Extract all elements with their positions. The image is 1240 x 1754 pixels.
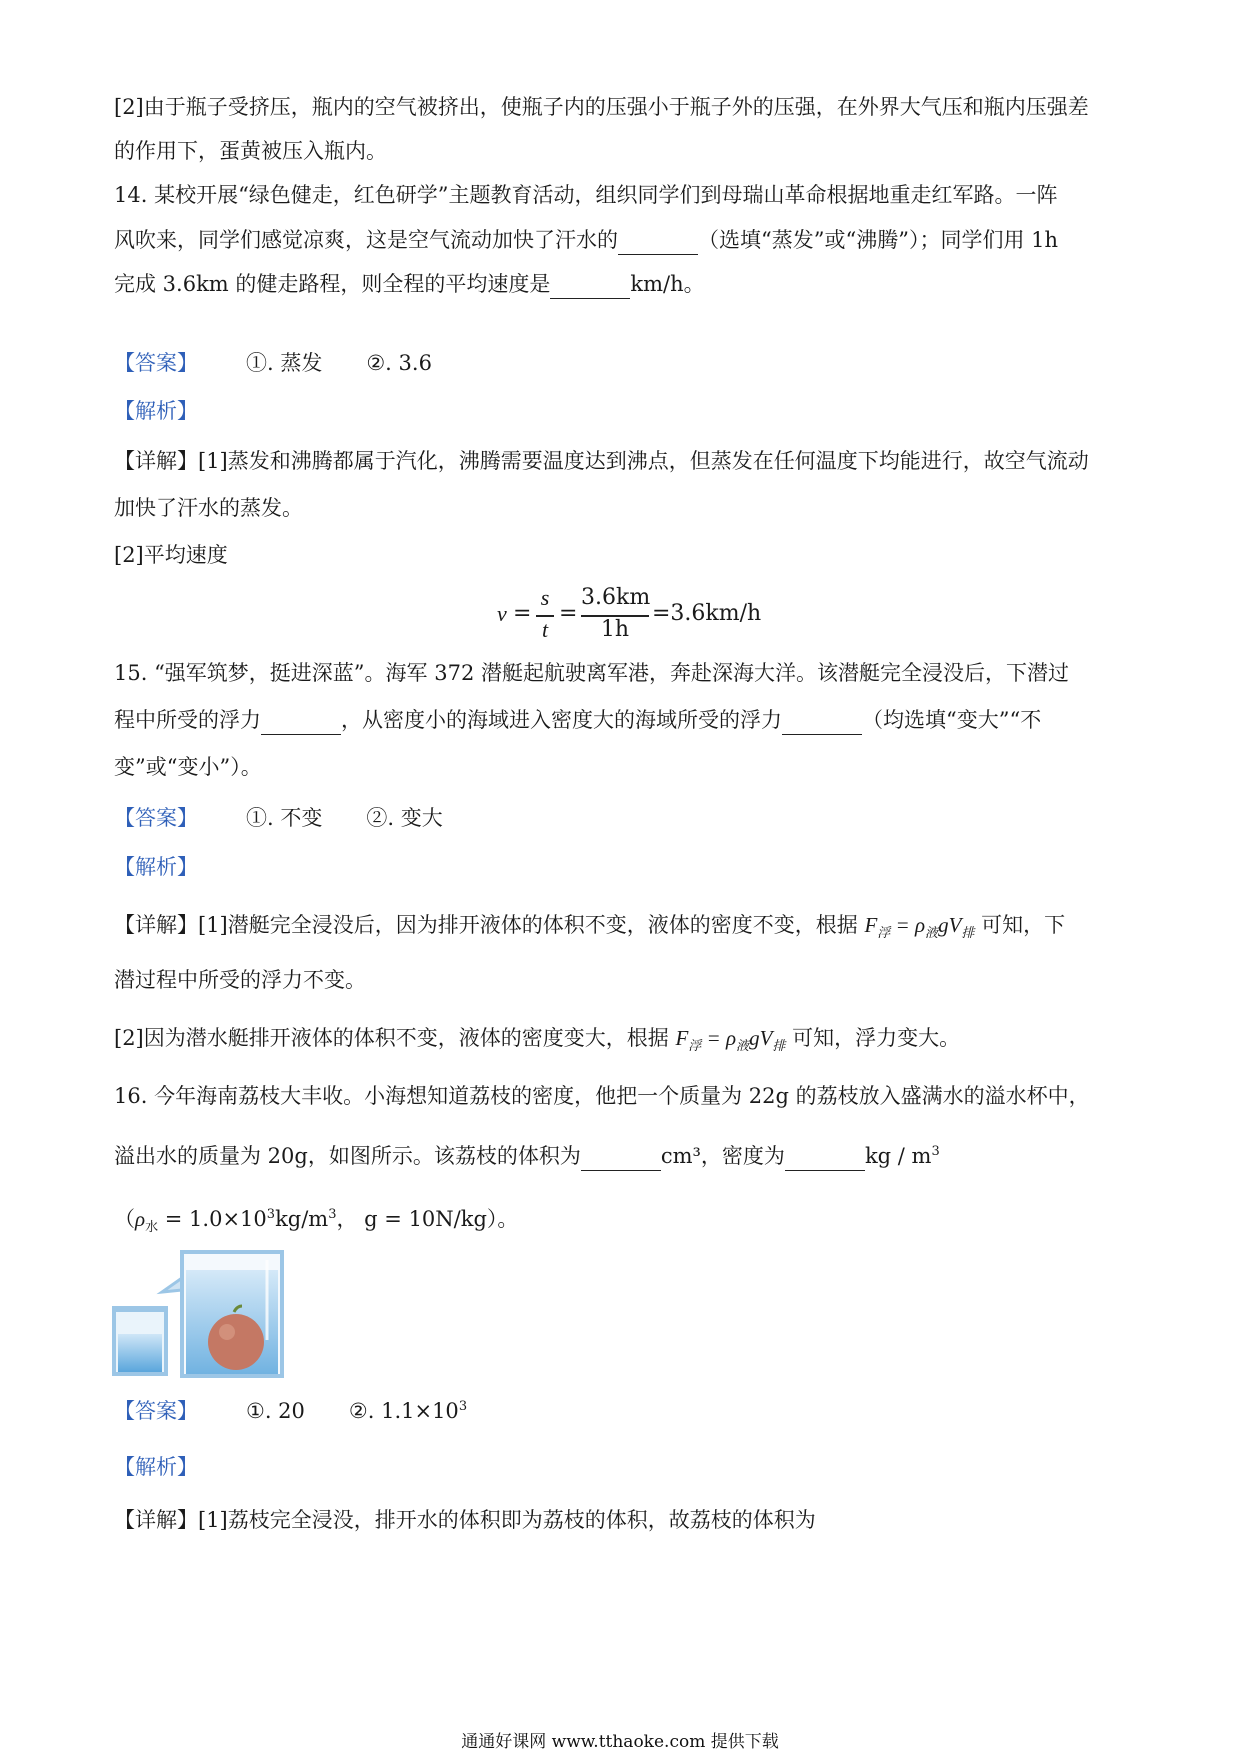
- analysis-label: 【解析】: [114, 1455, 198, 1479]
- analysis-label: 【解析】: [114, 399, 198, 423]
- detail-line: [2]因为潜水艇排开液体的体积不变，液体的密度变大，根据 $F_浮 = \rho_液gV_排$ 可知，浮力变大。: [114, 1026, 961, 1054]
- detail-line: 【详解】[1]蒸发和沸腾都属于汽化，沸腾需要温度达到沸点，但蒸发在任何温度下均能进行，故空气流动: [114, 449, 1089, 473]
- overflow-cup-icon: [112, 1250, 292, 1380]
- question-14-line2: 风吹来，同学们感觉凉爽，这是空气流动加快了汗水的 （选填“蒸发”或“沸腾”）；同学们用 1h: [114, 225, 1058, 255]
- question-15-line3: 变”或“变小”）。: [114, 755, 262, 779]
- text-line: 的作用下，蛋黄被压入瓶内。: [114, 139, 387, 163]
- overflow-cup-figure: [112, 1250, 292, 1384]
- answer-row: 【答案】 ①. 不变 ②. 变大: [114, 806, 443, 830]
- answer-blank: [550, 274, 630, 299]
- answer-blank: [785, 1146, 865, 1171]
- answer-blank: [782, 710, 862, 735]
- question-15: 15. “强军筑梦，挺进深蓝”。海军 372 潜艇起航驶离军港，奔赴深海大洋。该潜艇完全浸没后，下潜过: [114, 661, 1069, 685]
- answer-row: 【答案】 ①. 20 ②. $1.1\times 10^3$: [114, 1399, 468, 1423]
- question-16-line2: 溢出水的质量为 20g，如图所示。该荔枝的体积为 cm³，密度为 kg / $m^3$: [114, 1137, 940, 1171]
- answer-blank: [261, 710, 341, 735]
- analysis-label: 【解析】: [114, 855, 198, 879]
- speed-formula: v = s t = 3.6km 1h =3.6km/h: [497, 585, 762, 642]
- question-14-line3: 完成 3.6km 的健走路程，则全程的平均速度是 km/h。: [114, 269, 705, 299]
- answer-blank: [581, 1146, 661, 1171]
- text-line: [2]由于瓶子受挤压，瓶内的空气被挤出，使瓶子内的压强小于瓶子外的压强，在外界大气压和瓶内压强差: [114, 95, 1089, 119]
- buoyancy-formula: $F_浮 = \rho_液gV_排$: [675, 1026, 786, 1054]
- detail-line: 【详解】[1]荔枝完全浸没，排开水的体积即为荔枝的体积，故荔枝的体积为: [114, 1508, 816, 1532]
- detail-line: 加快了汗水的蒸发。: [114, 496, 303, 520]
- buoyancy-formula: $F_浮 = \rho_液gV_排$: [864, 913, 975, 941]
- detail-line: 潜过程中所受的浮力不变。: [114, 968, 366, 992]
- answer-row: 【答案】 ①. 蒸发 ②. 3.6: [114, 351, 432, 375]
- detail-line: 【详解】[1]潜艇完全浸没后，因为排开液体的体积不变，液体的密度不变，根据 $F_浮 = \rho_液gV_排$ 可知，下: [114, 913, 1066, 941]
- question-15-line2: 程中所受的浮力 ，从密度小的海域进入密度大的海域所受的浮力 （均选填“变大”“不: [114, 705, 1041, 735]
- detail-line: [2]平均速度: [114, 543, 228, 567]
- question-16: 16. 今年海南荔枝大丰收。小海想知道荔枝的密度，他把一个质量为 22g 的荔枝放入盛满水的溢水杯中，: [114, 1084, 1090, 1108]
- question-16-line3: （$\rho_水 = 1.0\times 10^3kg/m^3$， g = 10N/kg）。: [114, 1207, 519, 1236]
- answer-label: 【答案】: [114, 351, 198, 375]
- answer-blank: [618, 230, 698, 255]
- page-footer: 通通好课网 www.tthaoke.com 提供下载: [461, 1732, 779, 1752]
- question-14: 14. 某校开展“绿色健走，红色研学”主题教育活动，组织同学们到母瑞山革命根据地重走红军路。一阵: [114, 183, 1058, 207]
